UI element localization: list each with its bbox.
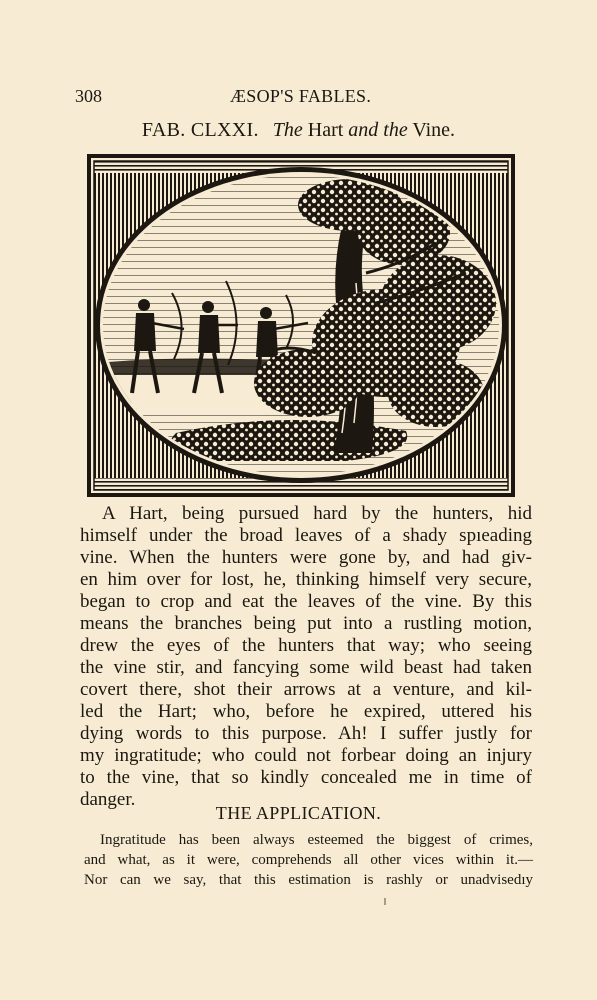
fable-text-line: dying words to this purpose. Ah! I suffer justly for: [80, 723, 532, 744]
fable-title-article: The: [272, 119, 303, 141]
fable-text-line: to the vine, that so kindly concealed me in time of: [80, 767, 532, 788]
page-number: 308: [75, 86, 102, 106]
fable-text-line: vine. When the hunters were gone by, and had giv-: [80, 547, 532, 568]
fable-text-line: drew the eyes of the hunters that way; who seeing: [80, 635, 532, 656]
fable-number: FAB. CLXXI.: [141, 119, 259, 141]
fable-text-line: means the branches being put into a rustling motion,: [80, 613, 532, 634]
running-head: [75, 86, 531, 108]
application-text-line: Ingratitude has been always esteemed the biggest of crimes,: [100, 832, 533, 848]
application-heading: THE APPLICATION.: [215, 803, 382, 823]
fable-text: [80, 503, 532, 811]
fable-title-conjunction: and the: [348, 119, 408, 141]
fable-title-vine: Vine.: [407, 119, 456, 141]
fable-text-line: A Hart, being pursued hard by the hunters, hid: [102, 503, 532, 524]
fable-text-line: covert there, shot their arrows at a venture, and kil-: [80, 679, 532, 700]
fable-text-line: en him over for lost, he, thinking himself very secure,: [80, 569, 532, 590]
application-text-line: and what, as it were, comprehends all other vices within it.—: [84, 852, 533, 868]
fable-text-line: himself under the broad leaves of a shady spıeading: [80, 525, 532, 546]
fable-heading: [0, 119, 597, 142]
application-text: [84, 830, 533, 890]
fable-text-line: my ingratitude; who could not forbear doing an injury: [80, 745, 532, 766]
running-title: ÆSOP'S FABLES.: [230, 86, 372, 106]
fable-text-line: began to crop and eat the leaves of the vine. By this: [80, 591, 532, 612]
ink-speck: [384, 898, 386, 905]
fable-text-line: danger.: [80, 789, 136, 810]
fable-text-line: led the Hart; who, before he expired, uttered his: [80, 701, 532, 722]
fable-title-hart: Hart: [302, 119, 349, 141]
woodcut-illustration: [86, 153, 516, 498]
application-text-line: Nor can we say, that this estimation is rashly or unadvisedıy: [84, 872, 533, 888]
fable-text-line: the vine stir, and fancying some wild beast had taken: [80, 657, 532, 678]
